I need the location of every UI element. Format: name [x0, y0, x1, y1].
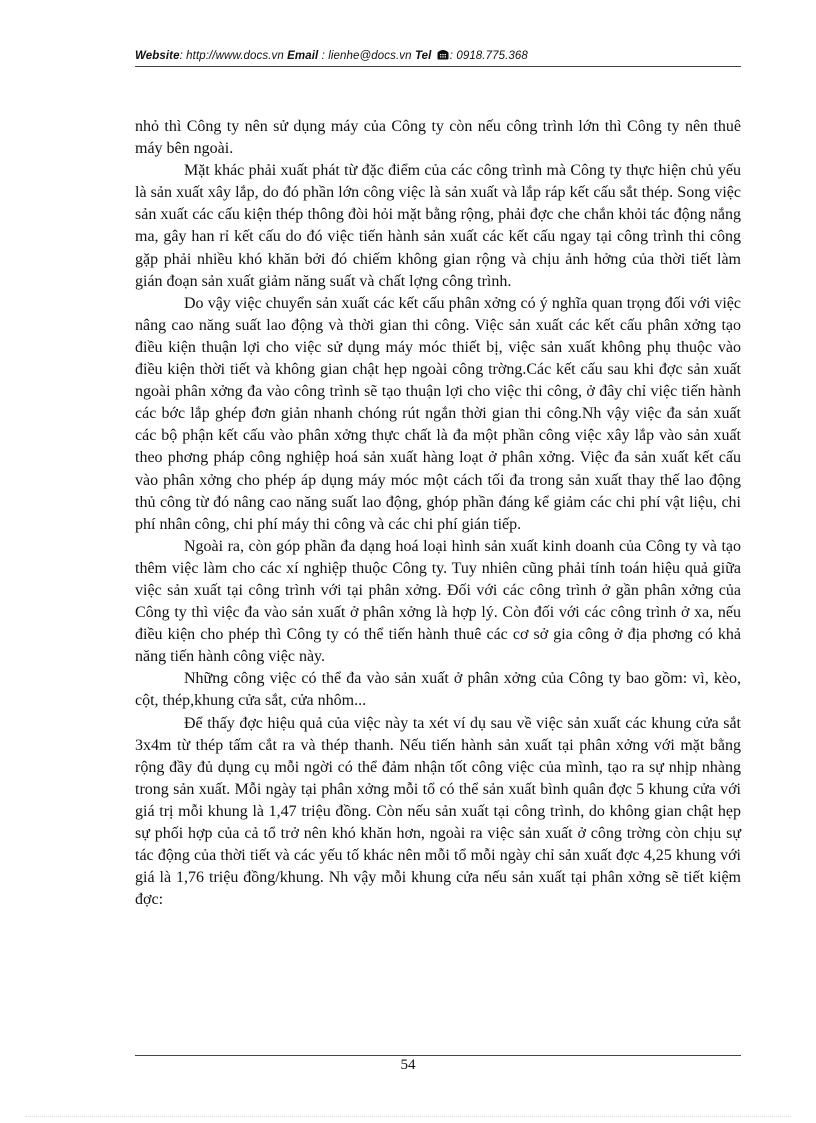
tel-label: Tel [414, 50, 432, 62]
footer-divider [135, 1055, 741, 1056]
paragraph: Do vậy việc chuyển sản xuất các kết cấu phân xởng có ý nghĩa quan trọng đối với việc nâng cao năng suất lao động và thời gian thi công. Việc sản xuất các kết cấu phân xởng tạo điều kiện thuận lợi cho việc sử dụng máy móc thiết bị, việc sản xuất không phụ thuộc vào điều kiện thời tiết và không gian chật hẹp ngoài công trờng.Các kết cấu sau khi đợc sản xuất ngoài phân xởng đa vào công trình sẽ tạo thuận lợi cho việc thi công, ở đây chỉ việc tiến hành các bớc lắp ghép đơn giản nhanh chóng rút ngắn thời gian thi công.Nh vậy việc đa sản xuất các bộ phận kết cấu vào phân xởng thực chất là đa một phần công việc xây lắp vào sản xuất theo phơng pháp công nghiệp hoá sản xuất hàng loạt ở phân xởng. Việc đa sản xuất kết cấu vào phân xởng cho phép áp dụng máy móc một cách tối đa trong sản xuất thay thế lao động thủ công từ đó nâng cao năng suất lao động, ghóp phần đáng kể giảm các chi phí vật liệu, chi phí nhân công, chi phí máy thi công và các chi phí gián tiếp. [135, 294, 741, 533]
paragraph: Ngoài ra, còn góp phần đa dạng hoá loại hình sản xuất kinh doanh của Công ty và tạo thêm việc làm cho các xí nghiệp thuộc Công ty. Tuy nhiên cũng phải tính toán hiệu quả giữa việc sản xuất tại công trình với tại phân xởng. Đối với các công trình ở gần phân xởng của Công ty thì việc đa vào sản xuất ở phân xởng là hợp lý. Còn đối với các công trình ở xa, nếu điều kiện cho phép thì Công ty có thể tiến hành thuê các cơ sở gia công ở địa phơng có khả năng tiến hành công việc này. [135, 537, 741, 666]
website-url: : http://www.docs.vn [179, 50, 288, 62]
page-edge-divider [25, 1116, 791, 1117]
paragraph: Những công việc có thể đa vào sản xuất ở phân xởng của Công ty bao gồm: vì, kèo, cột, thép,khung cửa sắt, cửa nhôm... [135, 670, 741, 710]
header-divider [135, 66, 741, 67]
page-header [135, 49, 741, 63]
website-label: Website [135, 50, 180, 62]
email-label: Email [287, 50, 319, 62]
document-body [135, 116, 741, 911]
phone-icon [437, 49, 449, 63]
paragraph: Mặt khác phải xuất phát từ đặc điểm của các công trình mà Công ty thực hiện chủ yếu là sản xuất xây lắp, do đó phần lớn công việc là sản xuất và lắp ráp kết cấu sắt thép. Song việc sản xuất các cấu kiện thép thông đòi hỏi mặt bằng rộng, phải đợc che chắn khỏi tác động nắng ma, gây han rỉ kết cấu do đó việc tiến hành sản xuất các kết cấu ngay tại công trình thi công gặp phải nhiều khó khăn bởi đó chiếm không gian rộng và chịu ảnh hởng của thời tiết làm gián đoạn sản xuất giảm năng suất và chất lợng công trình. [135, 162, 741, 290]
phone-number: : 0918.775.368 [449, 50, 528, 62]
email-address: : lienhe@docs.vn [318, 50, 415, 62]
page-number: 54 [400, 1057, 416, 1073]
paragraph: nhỏ thì Công ty nên sử dụng máy của Công ty còn nếu công trình lớn thì Công ty nên thuê máy bên ngoài. [135, 118, 741, 158]
paragraph: Để thấy đợc hiệu quả của việc này ta xét ví dụ sau về việc sản xuất các khung cửa sắt 3x4m từ thép tấm cắt ra và thép thanh. Nếu tiến hành sản xuất tại phân xởng với mặt bằng rộng đầy đủ dụng cụ mỗi ngời có thể đảm nhận tốt công việc của mình, tạo ra sự nhịp nhàng trong sản xuất. Mỗi ngày tại phân xởng mỗi tổ có thể sản xuất bình quân đợc 5 khung cửa với giá trị mỗi khung là 1,47 triệu đồng. Còn nếu sản xuất tại công trình, do không gian chật hẹp sự phối hợp của cả tổ trở nên khó khăn hơn, ngoài ra việc sản xuất ở công trờng còn chịu sự tác động của thời tiết và các yếu tố khác nên mỗi tổ mỗi ngày chỉ sản xuất đợc 4,25 khung với giá là 1,76 triệu đồng/khung. Nh vậy mỗi khung cửa nếu sản xuất tại phân xởng sẽ tiết kiệm đợc: [135, 714, 741, 909]
